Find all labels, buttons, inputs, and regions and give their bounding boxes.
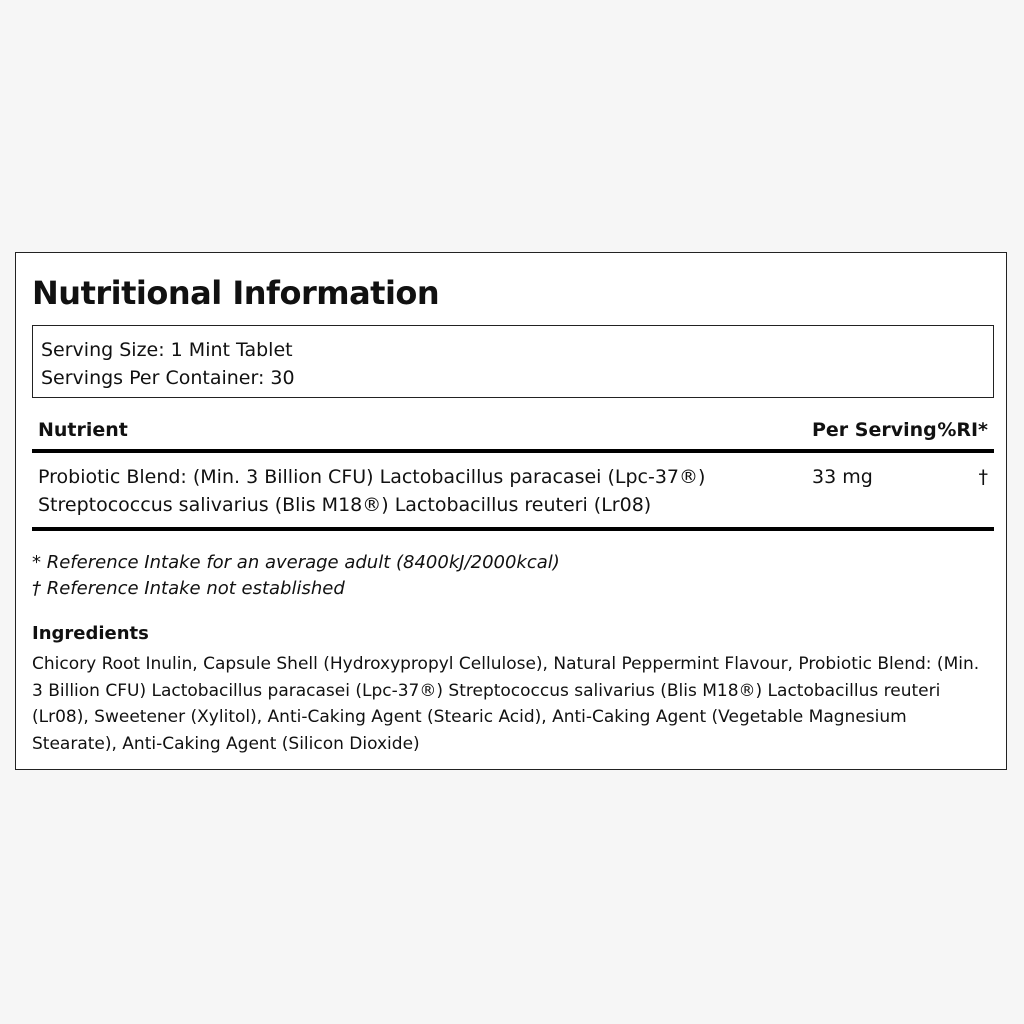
table-header xyxy=(32,411,994,453)
nutrient-name-line: Probiotic Blend: (Min. 3 Billion CFU) Lactobacillus paracasei (Lpc-37®) xyxy=(38,466,706,488)
ingredients-text: Chicory Root Inulin, Capsule Shell (Hydroxypropyl Cellulose), Natural Peppermint Flavour, Probiotic Blend: (Min. 3 Billion CFU) Lactobacillus paracasei (Lpc-37®) Streptococcus salivarius (Blis M18®) Lactobacillus reuteri (Lr08), Sweetener (Xylitol), Anti-Caking Agent (Stearic Acid), Anti-Caking Agent (Vegetable Magnesium Stearate), Anti-Caking Agent (Silicon Dioxide) xyxy=(32,654,980,754)
serving-info-box xyxy=(32,325,994,398)
ingredients-heading: Ingredients xyxy=(32,623,149,644)
column-header-per-serving: Per Serving xyxy=(812,419,937,441)
nutrient-name-cell xyxy=(38,463,798,519)
page-title: Nutritional Information xyxy=(32,274,440,312)
column-header-ri: %RI* xyxy=(937,419,988,441)
footnote-not-established: † Reference Intake not established xyxy=(32,578,345,599)
column-header-nutrient: Nutrient xyxy=(38,419,128,441)
servings-per-container: Servings Per Container: 30 xyxy=(41,367,295,389)
footnote-reference-intake: * Reference Intake for an average adult (8400kJ/2000kcal) xyxy=(32,552,560,573)
footnotes xyxy=(32,550,560,602)
nutrient-ri-cell: † xyxy=(978,466,988,488)
nutrient-table xyxy=(32,411,994,531)
nutrient-amount-cell: 33 mg xyxy=(812,466,873,488)
serving-size: Serving Size: 1 Mint Tablet xyxy=(41,339,293,361)
nutrition-panel xyxy=(15,252,1007,770)
table-row xyxy=(32,453,994,531)
nutrient-name-line: Streptococcus salivarius (Blis M18®) Lactobacillus reuteri (Lr08) xyxy=(38,494,652,516)
